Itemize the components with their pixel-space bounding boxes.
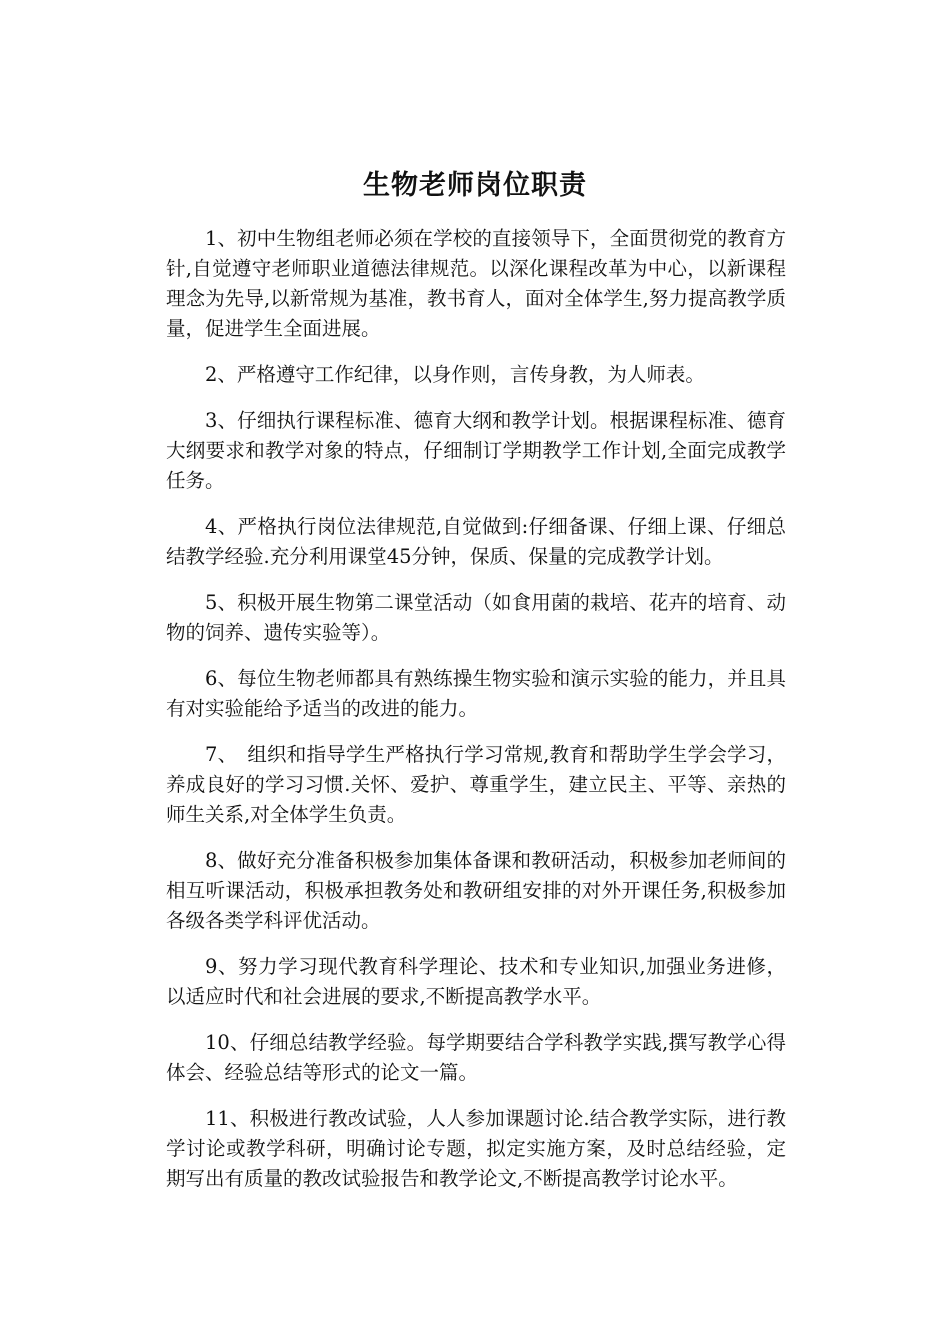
paragraph-2: 2、严格遵守工作纪律，以身作则，言传身教，为人师表。 [205,363,705,386]
paragraph-7: 7、 组织和指导学生严格执行学习常规,教育和帮助学生学会学习，养成良好的学习习惯.关怀、爱护、尊重学生，建立民主、平等、亲热的师生关系,对全体学生负责。 [166,743,786,826]
paragraph-3: 3、仔细执行课程标准、德育大纲和教学计划。根据课程标准、德育大纲要求和教学对象的特点，仔细制订学期教学工作计划,全面完成教学任务。 [166,409,786,492]
document-title: 生物老师岗位职责 [363,170,587,202]
paragraph-4: 4、严格执行岗位法律规范,自觉做到:仔细备课、仔细上课、仔细总结教学经验.充分利用课堂45分钟，保质、保量的完成教学计划。 [166,515,786,568]
paragraph-6: 6、每位生物老师都具有熟练操生物实验和演示实验的能力，并且具有对实验能给予适当的改进的能力。 [166,667,786,720]
paragraph-9: 9、努力学习现代教育科学理论、技术和专业知识,加强业务进修，以适应时代和社会进展的要求,不断提高教学水平。 [166,955,786,1008]
document-body [166,224,786,1210]
paragraph-8: 8、做好充分准备积极参加集体备课和教研活动，积极参加老师间的相互听课活动，积极承担教务处和教研组安排的对外开课任务,积极参加各级各类学科评优活动。 [166,849,786,932]
paragraph-11: 11、积极进行教改试验，人人参加课题讨论.结合教学实际，进行教学讨论或教学科研，明确讨论专题，拟定实施方案，及时总结经验，定期写出有质量的教改试验报告和教学论文,不断提高教学讨论水平。 [166,1107,786,1190]
paragraph-5: 5、积极开展生物第二课堂活动（如食用菌的栽培、花卉的培育、动物的饲养、遗传实验等）。 [166,591,786,644]
paragraph-10: 10、仔细总结教学经验。每学期要结合学科教学实践,撰写教学心得体会、经验总结等形式的论文一篇。 [166,1031,786,1084]
paragraph-1: 1、初中生物组老师必须在学校的直接领导下，全面贯彻党的教育方针,自觉遵守老师职业道德法律规范。以深化课程改革为中心，以新课程理念为先导,以新常规为基准，教书育人，面对全体学生,努力提高教学质量，促进学生全面进展。 [166,227,786,340]
